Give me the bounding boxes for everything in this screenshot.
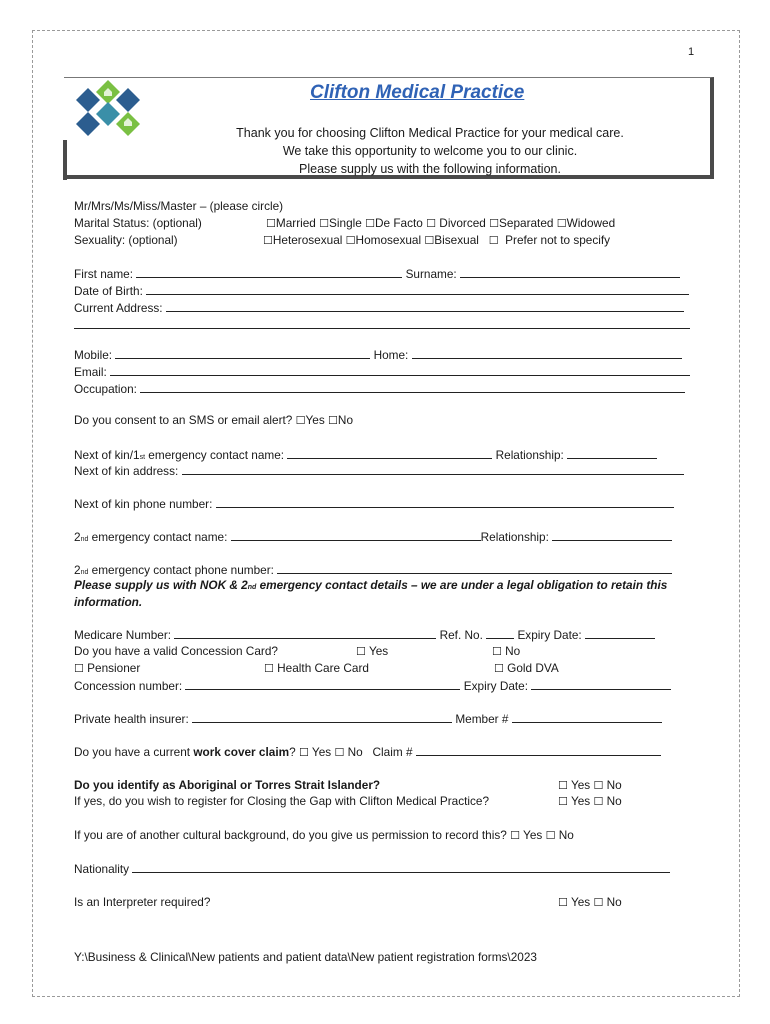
medicare-row: Medicare Number: Ref. No. Expiry Date: [74, 627, 655, 642]
cultural-no-checkbox[interactable]: ☐ [545, 829, 556, 842]
nok-notice-line-1: Please supply us with NOK & 2nd emergency contact details – we are under a legal obligation to retain this [74, 578, 668, 592]
second-phone-row: 2nd emergency contact phone number: [74, 562, 672, 577]
page-title: Clifton Medical Practice [310, 82, 525, 103]
checkbox-prefer-not[interactable]: ☐ [488, 234, 499, 247]
second-relationship-field[interactable] [552, 529, 672, 541]
gold-dva-option: ☐ Gold DVA [494, 661, 559, 675]
workcover-row: Do you have a current work cover claim? ☐ Yes ☐ No Claim # [74, 744, 661, 759]
checkbox-single[interactable]: ☐ [319, 217, 330, 230]
sexuality-options: ☐Heterosexual ☐Homosexual ☐Bisexual ☐ Prefer not to specify [263, 233, 611, 247]
checkbox-separated[interactable]: ☐ [489, 217, 500, 230]
concession-number-field[interactable] [185, 678, 460, 690]
marital-label: Marital Status: (optional) [74, 216, 202, 230]
member-number-field[interactable] [512, 711, 662, 723]
medicare-number-field[interactable] [174, 627, 436, 639]
address-field[interactable] [166, 300, 684, 312]
concession-yes: ☐ Yes [356, 644, 389, 658]
footer-file-path: Y:\Business & Clinical\New patients and patient data\New patient registration forms\2023 [74, 950, 537, 964]
checkbox-widowed[interactable]: ☐ [556, 217, 567, 230]
first-name-field[interactable] [136, 266, 402, 278]
intro-line-3: Please supply us with the following information. [299, 162, 561, 176]
dob-row: Date of Birth: [74, 283, 689, 298]
sexuality-label: Sexuality: (optional) [74, 233, 178, 247]
interpreter-question: Is an Interpreter required? [74, 895, 211, 909]
page-number: 1 [688, 46, 695, 58]
checkbox-married[interactable]: ☐ [266, 217, 276, 230]
occupation-field[interactable] [140, 381, 685, 393]
aboriginal-no-checkbox[interactable]: ☐ [593, 779, 604, 792]
surname-field[interactable] [460, 266, 680, 278]
nationality-row: Nationality [74, 861, 670, 876]
intro-line-2: We take this opportunity to welcome you to our clinic. [282, 144, 578, 158]
marital-status-row [74, 216, 202, 230]
checkbox-homosexual[interactable]: ☐ [345, 234, 356, 247]
first-name-row: First name: Surname: [74, 266, 680, 281]
concession-question: Do you have a valid Concession Card? [74, 644, 278, 658]
intro-line-1: Thank you for choosing Clifton Medical Practice for your medical care. [236, 126, 624, 140]
closing-gap-options: ☐ Yes ☐ No [558, 794, 622, 808]
gold-dva-checkbox[interactable]: ☐ [494, 662, 504, 675]
second-contact-row: 2nd emergency contact name: Relationship: [74, 529, 672, 544]
nok-relationship-field[interactable] [567, 447, 657, 459]
mobile-field[interactable] [115, 347, 370, 359]
cultural-yes-checkbox[interactable]: ☐ [510, 829, 520, 842]
title-prefix: Mr/Mrs/Ms/Miss/Master – (please circle) [74, 199, 284, 213]
concession-no-checkbox[interactable]: ☐ [492, 645, 502, 658]
dob-field[interactable] [146, 283, 689, 295]
checkbox-divorced[interactable]: ☐ [426, 217, 437, 230]
closing-gap-question: If yes, do you wish to register for Closing the Gap with Clifton Medical Practice? [74, 794, 490, 808]
sms-no-checkbox[interactable]: ☐ [328, 414, 338, 427]
aboriginal-options: ☐ Yes ☐ No [558, 778, 622, 792]
medicare-expiry-field[interactable] [585, 627, 655, 639]
interpreter-yes-checkbox[interactable]: ☐ [558, 896, 568, 909]
second-phone-field[interactable] [277, 562, 672, 574]
second-contact-name-field[interactable] [231, 529, 481, 541]
email-row: Email: [74, 364, 690, 379]
nok-name-row: Next of kin/1st emergency contact name: Relationship: [74, 447, 657, 462]
nok-name-field[interactable] [287, 447, 492, 459]
cultural-row: If you are of another cultural background, do you give us permission to record this? ☐ Yes ☐ No [74, 828, 574, 842]
claim-number-field[interactable] [416, 744, 661, 756]
pensioner-checkbox[interactable]: ☐ [74, 662, 84, 675]
sms-row: Do you consent to an SMS or email alert? ☐Yes ☐No [74, 413, 354, 427]
insurer-row: Private health insurer: Member # [74, 711, 662, 726]
closing-gap-no-checkbox[interactable]: ☐ [593, 795, 604, 808]
checkbox-de-facto[interactable]: ☐ [365, 217, 375, 230]
address-row: Current Address: [74, 300, 684, 315]
nok-address-row: Next of kin address: [74, 463, 684, 478]
workcover-no-checkbox[interactable]: ☐ [334, 746, 345, 759]
checkbox-bisexual[interactable]: ☐ [424, 234, 435, 247]
concession-expiry-field[interactable] [531, 678, 671, 690]
workcover-yes-checkbox[interactable]: ☐ [298, 746, 309, 759]
insurer-field[interactable] [192, 711, 452, 723]
health-care-checkbox[interactable]: ☐ [264, 662, 274, 675]
occupation-row: Occupation: [74, 381, 685, 396]
checkbox-heterosexual[interactable]: ☐ [263, 234, 273, 247]
marital-options: ☐Married ☐Single ☐De Facto ☐ Divorced ☐Separated ☐Widowed [266, 216, 616, 230]
address-field-2[interactable] [74, 317, 690, 329]
concession-yes-checkbox[interactable]: ☐ [356, 645, 366, 658]
concession-number-row: Concession number: Expiry Date: [74, 678, 671, 693]
health-care-option: ☐ Health Care Card [264, 661, 369, 675]
closing-gap-yes-checkbox[interactable]: ☐ [558, 795, 568, 808]
nok-phone-row: Next of kin phone number: [74, 496, 674, 511]
nationality-field[interactable] [132, 861, 670, 873]
aboriginal-question: Do you identify as Aboriginal or Torres Strait Islander? [74, 778, 381, 792]
medicare-ref-field[interactable] [486, 627, 514, 639]
address-row-2 [74, 317, 690, 332]
mobile-row: Mobile: Home: [74, 347, 682, 362]
email-field[interactable] [110, 364, 690, 376]
concession-no: ☐ No [492, 644, 521, 658]
interpreter-no-checkbox[interactable]: ☐ [593, 896, 604, 909]
nok-notice-line-2: information. [74, 595, 143, 609]
interpreter-options: ☐ Yes ☐ No [558, 895, 622, 909]
home-phone-field[interactable] [412, 347, 682, 359]
sms-yes-checkbox[interactable]: ☐ [295, 414, 306, 427]
aboriginal-yes-checkbox[interactable]: ☐ [558, 779, 568, 792]
nok-address-field[interactable] [182, 463, 684, 475]
pensioner-option: ☐ Pensioner [74, 661, 141, 675]
nok-phone-field[interactable] [216, 496, 674, 508]
